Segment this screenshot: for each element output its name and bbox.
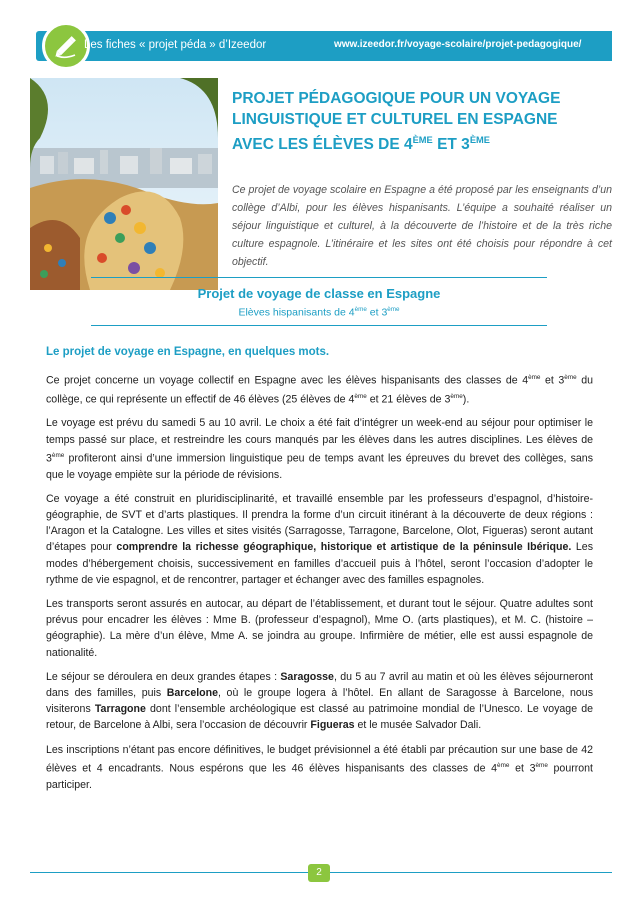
paragraph-3: Ce voyage a été construit en pluridisciplinarité, et travaillé ensemble par les professeurs d’espagnol, d’histoire-géographie, de SVT et d’arts plastiques. Il prendra la forme d’un circuit itinérant à la découverte de deux régions : l’Aragon et la Catalogne. Les villes et sites visités (Sarragosse, Tarragone, Barcelone, Olot, Figueras) seront autant d’étapes pour comprendre la richesse géographique, historique et artistique de la péninsule Ibérique. Les modes d’hébergement choisis, successivement en familles d’accueil puis à l’hôtel, seront l’occasion d’adopter le rythme de vie espagnol, et de rencontrer, partager et échanger avec des familles espagnoles. <box>46 492 593 586</box>
title-line-3: AVEC LES ÉLÈVES DE 4 <box>232 136 413 154</box>
paragraph-6: Les inscriptions n’étant pas encore définitives, le budget prévisionnel a été établi par précaution sur une base de 42 élèves et 4 encadrants. Nous espérons que les 46 élèves hispanisants des classes de 4ème et 3ème pourront participer. <box>46 743 593 791</box>
body-text <box>46 370 593 801</box>
title-sup: ÈME <box>469 135 490 145</box>
paragraph-5: Le séjour se déroulera en deux grandes étapes : Saragosse, du 5 au 7 avril au matin et où les élèves séjourneront dans des familles, puis Barcelone, où le groupe logera à l’hôtel. En allant de Saragosse à Barcelone, nous visiterons Tarragone dont l’ensemble archéologique est classé au patrimoine mondial de l’Unesco. Le voyage de retour, de Barcelone à Albi, sera l’occasion de découvrir Figueras et le musée Salvador Dali. <box>46 670 593 732</box>
divider-bottom <box>91 325 547 326</box>
intro-paragraph: Ce projet de voyage scolaire en Espagne a été proposé par les enseignants d’un collège d’Albi, pour les élèves hispanisants. L’équipe a souhaité réaliser un séjour linguistique et culturel, à la découverte de l’histoire et de la très riche culture espagnole. L’itinéraire et les sites ont été choisis pour répondre à cet objectif. <box>232 184 612 268</box>
project-audience: Elèves hispanisants de 4ème et 3ème <box>238 306 400 319</box>
divider-top <box>91 277 547 278</box>
section-heading: Le projet de voyage en Espagne, en quelques mots. <box>46 346 330 358</box>
header-url[interactable]: www.izeedor.fr/voyage-scolaire/projet-pedagogique/ <box>334 39 582 50</box>
title-sup: ÈME <box>412 135 433 145</box>
title-line-2: LINGUISTIQUE ET CULTUREL EN ESPAGNE <box>232 111 558 128</box>
paragraph-1: Ce projet concerne un voyage collectif en Espagne avec les élèves hispanisants des classes de 4ème et 3ème du collège, ce qui représente un effectif de 46 élèves (25 élèves de 4ème et 21 élèves de 3ème). <box>46 374 593 406</box>
paragraph-4: Les transports seront assurés en autocar, au départ de l’établissement, et durant tout le séjour. Quatre adultes sont prévus pour encadrer les élèves : Mme B. (professeur d’espagnol), Mme O. (arts plastiques), et M. C. (histoire – géographie). La mère d’un élève, Mme A. se joindra au groupe. Infirmière de métier, elle est aussi espagnole de nationalité. <box>46 598 593 659</box>
logo-badge <box>42 22 90 70</box>
page-title <box>232 88 612 155</box>
header-series-label: Les fiches « projet péda » d’Izeedor <box>84 39 267 51</box>
page-number: 2 <box>308 864 330 882</box>
project-subtitle: Projet de voyage de classe en Espagne <box>197 286 441 301</box>
park-guell-photo <box>30 78 218 290</box>
paragraph-2: Le voyage est prévu du samedi 5 au 10 avril. Le choix a été fait d’intégrer un week-end au séjour pour optimiser le temps passé sur place, et restreindre les cours manqués par les élèves dans les autres disciplines. Les élèves de 3ème profiteront ainsi d’une immersion linguistique peu de temps avant les épreuves du brevet des collèges, sans que le voyage empiète sur la période de révisions. <box>46 417 593 481</box>
title-line-3-b: ET 3 <box>432 136 470 154</box>
title-line-1: PROJET PÉDAGOGIQUE POUR UN VOYAGE <box>232 90 561 107</box>
pencil-icon <box>45 25 87 67</box>
